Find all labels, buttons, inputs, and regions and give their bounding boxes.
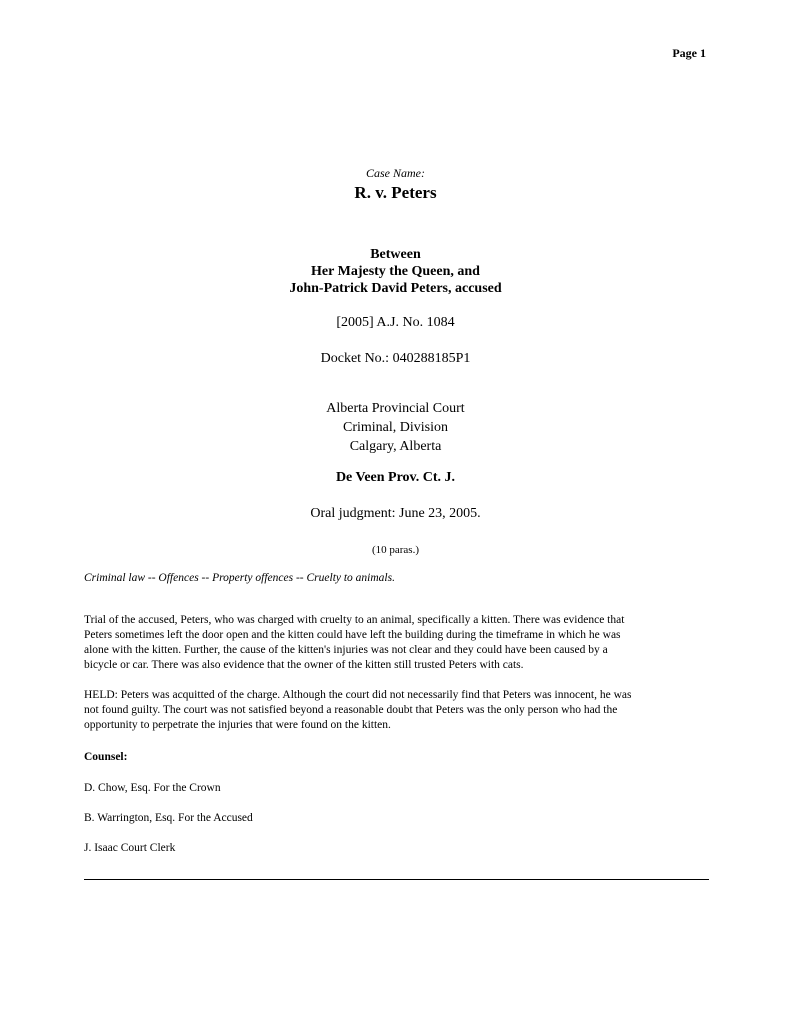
citation: [2005] A.J. No. 1084 bbox=[336, 315, 455, 330]
horizontal-divider bbox=[84, 879, 709, 880]
counsel-entry-accused: B. Warrington, Esq. For the Accused bbox=[84, 812, 253, 824]
counsel-heading: Counsel: bbox=[84, 751, 128, 763]
court-division: Criminal, Division bbox=[343, 420, 448, 435]
subject-classification: Criminal law -- Offences -- Property offences -- Cruelty to animals. bbox=[84, 572, 395, 584]
held-line: not found guilty. The court was not satisfied beyond a reasonable doubt that Peters was the only person who had the bbox=[84, 704, 618, 716]
counsel-entry-clerk: J. Isaac Court Clerk bbox=[84, 842, 176, 854]
judge-name: De Veen Prov. Ct. J. bbox=[335, 470, 456, 485]
summary-line: Trial of the accused, Peters, who was charged with cruelty to an animal, specifically a kitten. There was evidence that bbox=[84, 614, 625, 626]
held-line: opportunity to perpetrate the injuries that were found on the kitten. bbox=[84, 719, 391, 731]
parties-between: Between bbox=[370, 247, 421, 262]
held-paragraph bbox=[84, 688, 709, 733]
court-block bbox=[0, 399, 791, 456]
summary-line: Peters sometimes left the door open and the kitten could have left the building during the timeframe in which he was bbox=[84, 629, 621, 641]
page-number: Page 1 bbox=[672, 46, 706, 60]
parties-crown: Her Majesty the Queen, and bbox=[311, 264, 480, 279]
held-line: HELD: Peters was acquitted of the charge. Although the court did not necessarily find that Peters was innocent, he was bbox=[84, 689, 632, 701]
judgment-date: Oral judgment: June 23, 2005. bbox=[310, 506, 481, 521]
summary-line: bicycle or car. There was also evidence that the owner of the kitten still trusted Peters with cats. bbox=[84, 659, 524, 671]
parties-block bbox=[0, 246, 791, 297]
case-title: R. v. Peters bbox=[354, 183, 437, 202]
docket-number: Docket No.: 040288185P1 bbox=[320, 351, 471, 366]
parties-accused: John-Patrick David Peters, accused bbox=[289, 281, 502, 296]
case-name-label: Case Name: bbox=[366, 166, 425, 180]
paragraph-count: (10 paras.) bbox=[371, 544, 420, 556]
counsel-entry-crown: D. Chow, Esq. For the Crown bbox=[84, 782, 221, 794]
court-location: Calgary, Alberta bbox=[349, 439, 442, 454]
court-name: Alberta Provincial Court bbox=[326, 401, 465, 416]
case-summary bbox=[84, 613, 709, 673]
summary-line: alone with the kitten. Further, the cause of the kitten's injuries was not clear and they could have been caused by a bbox=[84, 644, 608, 656]
